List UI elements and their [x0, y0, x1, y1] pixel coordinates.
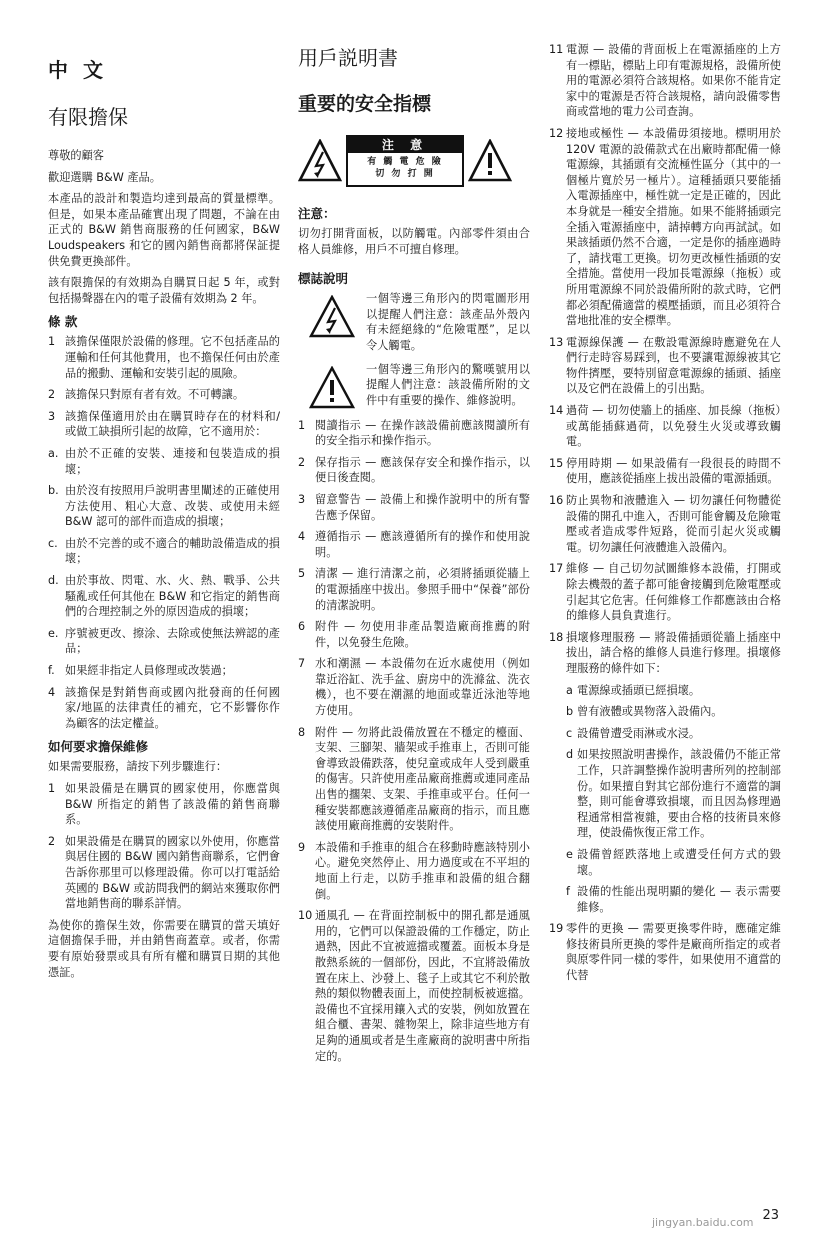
- service-step: 2 如果設備是在購買的國家以外使用，你應當與居住國的 B&W 國內銷售商聯系，它們會告訴你那里可以修理設備。你可以打電話給英國的 B&W 或訪問我們的網站來獲取你們當地銷售商的聯系詳情。: [48, 834, 280, 911]
- service-heading: 如何要求擔保維修: [48, 739, 149, 755]
- column-safety: [298, 42, 530, 1070]
- damage-condition: b 曾有液體或異物落入設備內。: [566, 705, 723, 719]
- term-item: 1 該擔保僅限於設備的修理。它不包括產品的運輸和任何其他費用，也不擔保任何由於產品的搬動、運輸和安裝引起的風險。: [48, 335, 280, 380]
- language-title: 中 文: [48, 58, 107, 82]
- exclusion-item: a. 由於不正確的安裝、連接和包裝造成的損壞；: [48, 446, 280, 476]
- caution-box: [346, 135, 464, 187]
- damage-condition: d 如果按照說明書操作，該設備仍不能正常工作，只許調整操作說明書所列的控制部份。如果擅自對其它部份進行不適當的調整，則可能會導致損壞，而且因為修理過程通常相當複雜，要由合格的技術員來修理，使設備恢復正常工作。: [566, 748, 781, 840]
- column-warranty: [48, 42, 280, 986]
- safety-item: 12 接地或極性 — 本設備毋須接地。標明用於 120V 電源的設備款式在出廠時都配備一條電源線，其插頭有交流極性區分（其中的一個極片寬於另一極片）。這種插頭只要能插入電源插座中，極性就一定是正確的，因此本身就是一種安全措施。如果不能將插頭完全插入電源插座中，請掉轉方向再試試。如果該插頭仍然不合適，一定是你的插座過時了，請找電工更換。切勿更改極性插頭的安全措施。當使用一段加長電源線（拖板）或所用電源線不同於設備所附的款式時，它們都必須配備適當的模壓插頭，而且必須符合當地批准的安全標準。: [549, 126, 781, 328]
- lightning-triangle-icon: [298, 139, 342, 183]
- intro-text: 本產品的設計和製造均達到最高的質量標準。但是，如果本產品確實出現了問題，不論在由正式的 B&W 銷售商服務的任何國家，B&W Loudspeakers 和它的國內銷售商都將保証提供免費更換部件。: [48, 192, 280, 268]
- exclusion-item: d. 由於事故、閃電、水、火、熱、戰爭、公共騷亂或任何其他在 B&W 和它指定的銷售商們的合理控制之外的原因造成的損壞；: [48, 574, 280, 619]
- page-number: 23: [762, 1208, 779, 1223]
- warranty-title: 有限擔保: [48, 105, 128, 129]
- note-heading: 注意：: [298, 206, 336, 221]
- closing-text: 為使你的擔保生效，你需要在購買的當天填好這個擔保手冊，并由銷售商蓋章。或者，你需要有原始發票或具有所有權和購買日期的其他憑証。: [48, 918, 280, 979]
- terms-heading: 條 款: [48, 314, 78, 330]
- safety-item: 15 停用時期 — 如果設備有一段很長的時間不使用，應該從插座上拔出設備的電源插頭。: [549, 456, 781, 486]
- exclamation-triangle-icon: [298, 362, 366, 410]
- caution-label: 注 意: [348, 137, 462, 153]
- safety-item: 17 維修 — 自己切勿試圖維修本設備，打開或除去機殼的蓋子都可能會接觸到危險電壓或引起其它危害。任何維修工作都應該由合格的維修人員負責進行。: [549, 562, 781, 623]
- safety-item: 14 過荷 — 切勿使牆上的插座、加長線（拖板）或萬能插蘇過荷，以免發生火災或導致觸電。: [549, 404, 781, 449]
- caution-label-graphic: [298, 130, 512, 192]
- term-item: 2 該擔保只對原有者有效。不可轉讓。: [48, 388, 245, 402]
- validity-text: 該有限擔保的有效期為自購買日起 5 年，或對包括揚聲器在內的電子設備有效期為 2 年。: [48, 276, 280, 305]
- column-safety-continued: [549, 42, 781, 990]
- note-text: 切勿打開背面板，以防觸電。內部零件須由合格人員維修，用戶不可擅自修理。: [298, 227, 530, 256]
- service-intro: 如果需要服務，請按下列步驟進行：: [48, 760, 228, 774]
- safety-item: 3 留意警告 — 設備上和操作說明中的所有警告應予保留。: [298, 492, 530, 522]
- safety-item: 19 零件的更換 — 需要更換零件時，應確定維修技術員所更換的零件是廠商所指定的或者與原零件同一樣的零件，如果使用不適當的代替: [549, 922, 781, 983]
- safety-item: 9 本設備和手推車的組合在移動時應該特別小心。避免突然停止、用力過度或在不平坦的地面上行走，以防手推車和設備的組合翻倒。: [298, 840, 530, 901]
- term-item: 3 該擔保僅適用於由在購買時存在的材料和/或做工缺損所引起的故障，它不適用於：: [48, 409, 280, 439]
- symbol-explanation: 一個等邊三角形內的驚嘆號用以提醒人們注意：該設備所附的文件中有重要的操作、維修說明。: [298, 362, 530, 410]
- safety-item: 6 附件 — 勿使用非產品製造廠商推薦的附件，以免發生危險。: [298, 620, 530, 649]
- safety-item: 1 閱讀指示 — 在操作該設備前應該閱讀所有的安全指示和操作指示。: [298, 418, 530, 448]
- greeting: 尊敬的顧客: [48, 149, 104, 162]
- safety-item: 11 電源 — 設備的背面板上在電源插座的上方有一標貼，標貼上印有電源規格，設備所使用的電源必須符合該規格。如果你不能肯定家中的電源是否符合該規格，請向設備零售商或當地的電力公司查詢。: [549, 43, 781, 119]
- safety-item: 10 通風孔 — 在背面控制板中的開孔都是通風用的，它們可以保證設備的工作穩定，防止過熱，因此不宜被遮擋或覆蓋。面板本身是散熱系統的一個部份，因此，不宜將設備放置在床上、沙發上、毯子上或其它不利於散熱的類似物體表面上，而使控制板被遮擋。設備也不宜採用鑲入式的安裝，例如放置在組合櫃、書架、雜物架上，除非這些地方有足夠的通風或者是生產廠商的說明書中所指定的。: [298, 909, 530, 1063]
- damage-condition: f 設備的性能出現明顯的變化 — 表示需要維修。: [566, 885, 781, 914]
- manual-title: 用戶説明書: [298, 46, 398, 70]
- lightning-triangle-icon: [298, 291, 366, 353]
- safety-item: 7 水和潮濕 — 本設備勿在近水處使用（例如靠近浴缸、洗手盆、廚房中的洗滌盆、洗衣機），也不要在潮濕的地面或靠近泳池等地方使用。: [298, 657, 530, 718]
- symbols-heading: 標誌說明: [298, 271, 349, 287]
- damage-condition: e 設備曾經跌落地上或遭受任何方式的毀壞。: [566, 847, 781, 877]
- safety-item: 5 清潔 — 進行清潔之前，必須將插頭從牆上的電源插座中拔出。參照手冊中“保養”部份的清潔說明。: [298, 567, 530, 612]
- exclusion-item: b. 由於沒有按照用戶說明書里闡述的正確使用方法使用、粗心大意、改裝、或使用未經 B&W 認可的部件而造成的損壞；: [48, 484, 280, 529]
- safety-item: 8 附件 — 勿將此設備放置在不穩定的檯面、支架、三腳架、牆架或手推車上，否則可能會導致設備跌落，使兒童或成年人受到嚴重的傷害。只許使用產品廠商推薦或連同產品出售的擱架、支架、手推車或平台。任何一種安裝都應該遵循產品廠商的指示，而且應該使用廠商推薦的安裝附件。: [298, 725, 530, 833]
- safety-item: 13 電源線保護 — 在敷設電源線時應避免在人們行走時容易踩到，也不要讓電源線被其它物件擠壓，要特別留意電源線的插頭、插座以及它們在設備上的引出點。: [549, 335, 781, 396]
- safety-item: 18 損壞修理服務 — 將設備插頭從牆上插座中拔出，請合格的維修人員進行修理。損壞修理服務的條件如下：: [549, 630, 781, 675]
- term-item: 4 該擔保是對銷售商或國內批發商的任何國家/地區的法律責任的補充，它不影響你作為顧客的法定權益。: [48, 685, 280, 730]
- symbol-explanation: 一個等邊三角形內的閃電圖形用以提醒人們注意：該產品外殼內有未經絕緣的“危險電壓”，足以令人觸電。: [298, 291, 530, 353]
- caution-subtext: 有 觸 電 危 險 切 勿 打 開: [367, 157, 443, 179]
- damage-condition: c 設備曾遭受雨淋或水浸。: [566, 726, 701, 740]
- exclusion-item: c. 由於不完善的或不適合的輔助設備造成的損壞；: [48, 536, 280, 566]
- exclusion-item: e. 序號被更改、擦涂、去除或使無法辨認的產品；: [48, 626, 280, 656]
- service-step: 1 如果設備是在購買的國家使用，你應當與 B&W 所指定的銷售了該設備的銷售商聯系。: [48, 782, 280, 827]
- safety-item: 4 遵循指示 — 應該遵循所有的操作和使用說明。: [298, 530, 530, 559]
- safety-title: 重要的安全指標: [298, 93, 432, 115]
- welcome-text: 歡迎選購 B&W 產品。: [48, 170, 161, 184]
- safety-item: 16 防止異物和液體進入 — 切勿讓任何物體從設備的開孔中進入，否則可能會觸及危險電壓或者造成零件短路，從而引起火災或觸電。切勿讓任何液體進入設備內。: [549, 494, 781, 554]
- exclusion-item: f. 如果經非指定人員修理或改裝過；: [48, 664, 233, 678]
- safety-item: 2 保存指示 — 應該保存安全和操作指示，以便日後查閱。: [298, 455, 530, 485]
- watermark-text: jingyan.baidu.com: [652, 1216, 754, 1229]
- damage-condition: a 電源線或插頭已經損壞。: [566, 683, 701, 697]
- exclamation-triangle-icon: [468, 139, 512, 183]
